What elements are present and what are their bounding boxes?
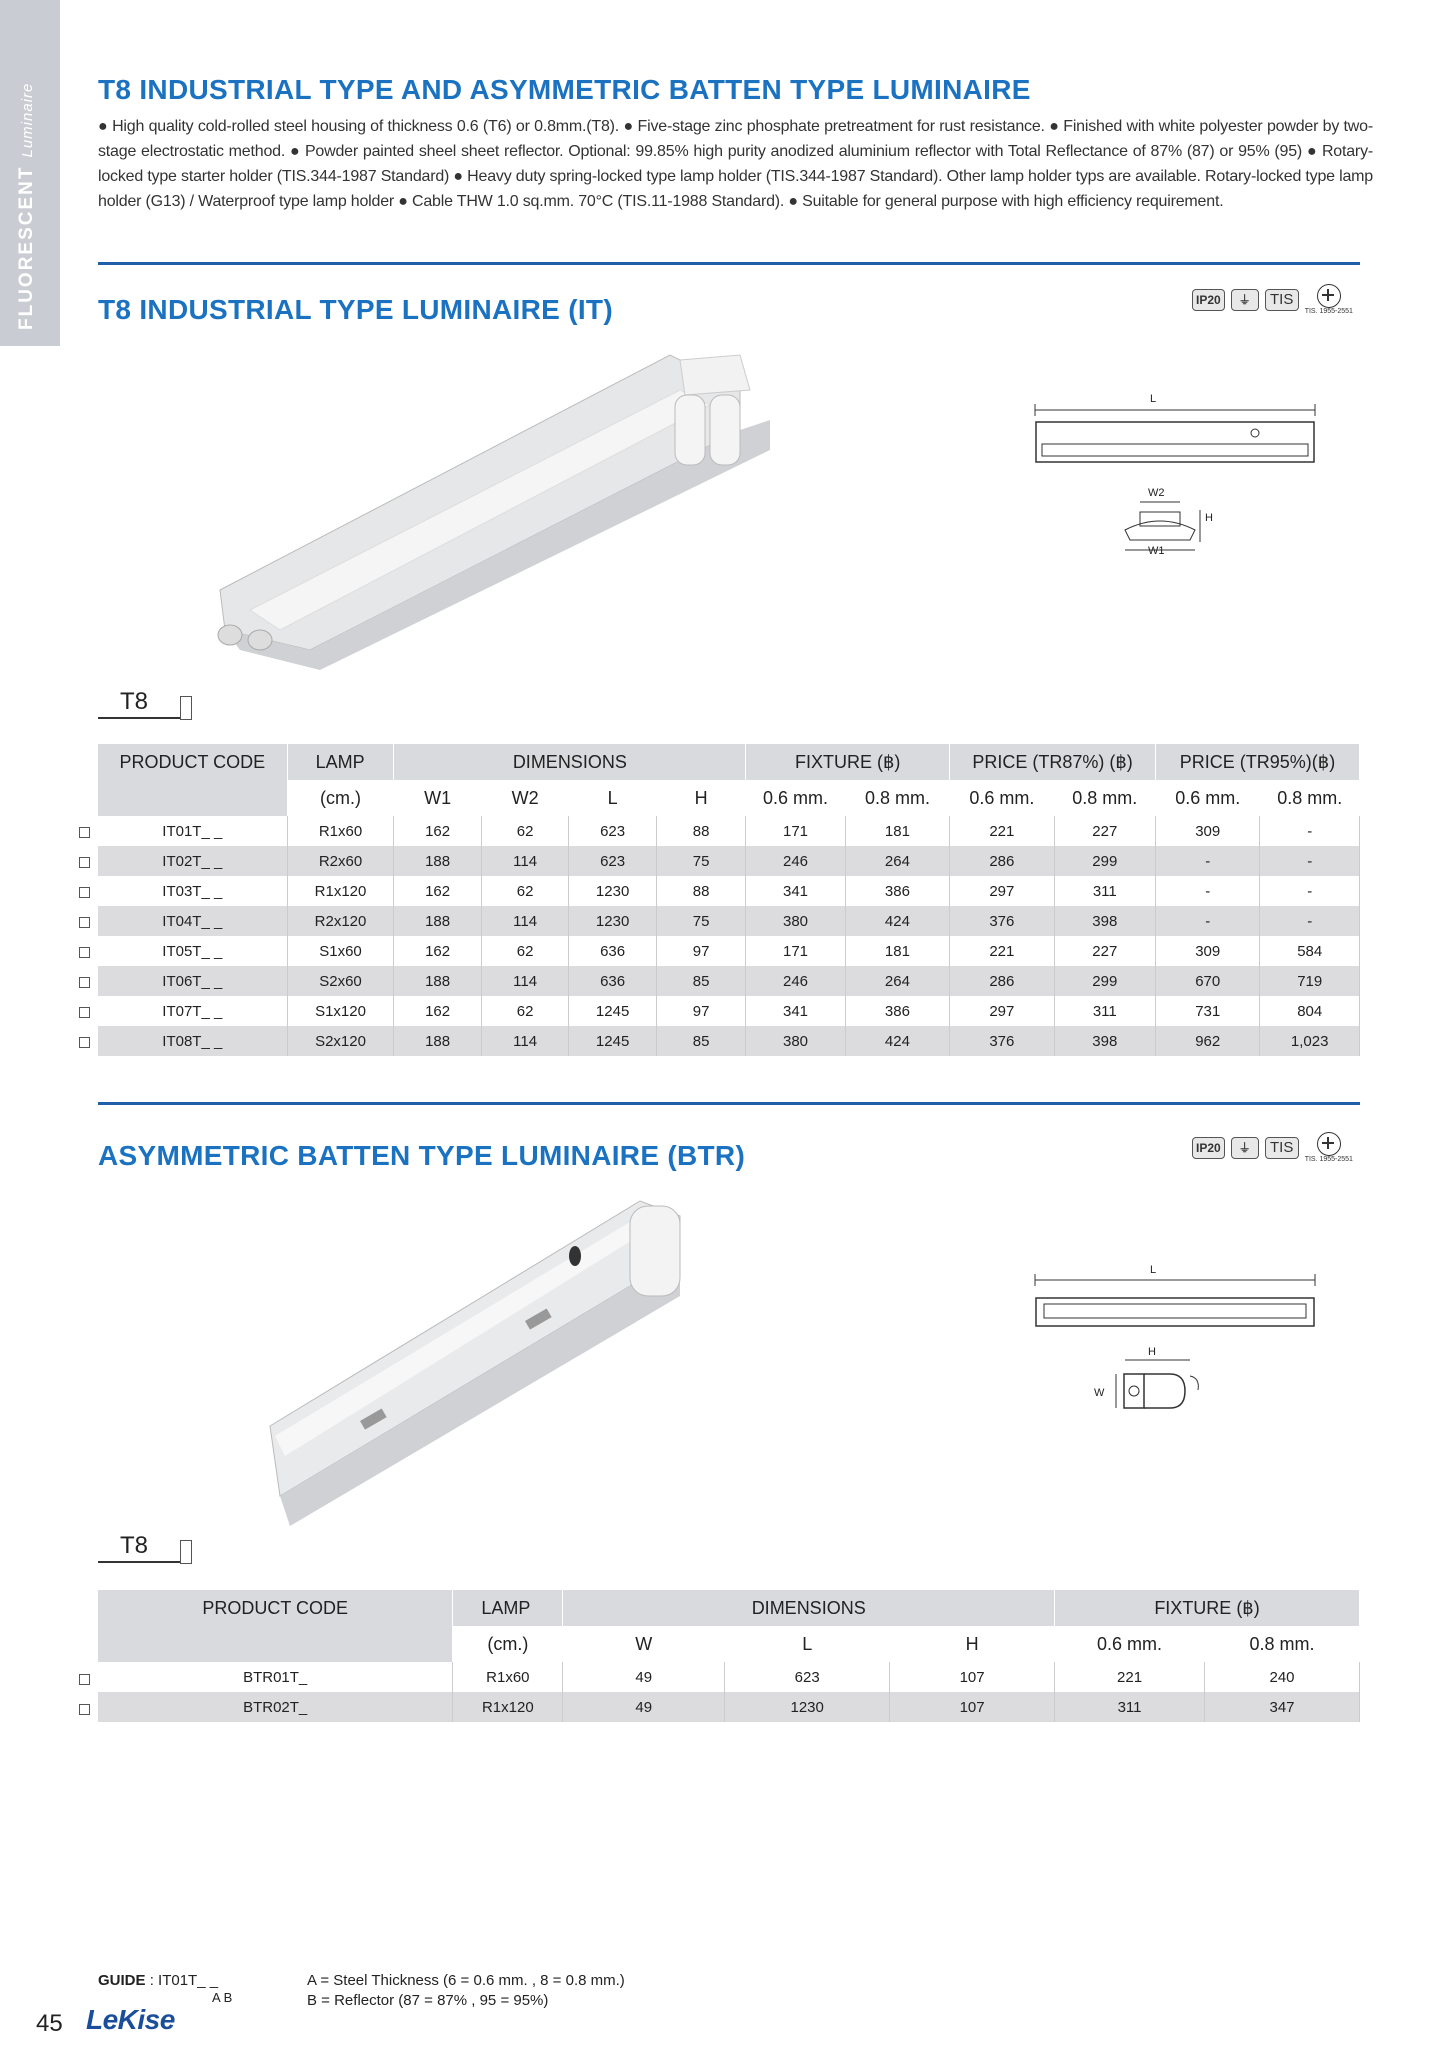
it-table-row xyxy=(98,936,1360,966)
it-cell: 181 xyxy=(845,936,949,966)
it-cell: 380 xyxy=(746,1026,845,1056)
it-cell: 636 xyxy=(569,936,657,966)
btr-table-row xyxy=(98,1662,1360,1692)
it-cell: IT08T_ _ xyxy=(98,1026,287,1056)
btr-header-h: H xyxy=(890,1626,1055,1662)
btr-cell: 1230 xyxy=(725,1692,890,1722)
it-cell: IT03T_ _ xyxy=(98,876,287,906)
btr-product-image xyxy=(260,1196,700,1536)
it-header-l: L xyxy=(569,780,657,816)
it-header-lamp-unit: (cm.) xyxy=(287,780,394,816)
it-cell: 264 xyxy=(845,846,949,876)
btr-cell: 107 xyxy=(890,1662,1055,1692)
btr-cell: 49 xyxy=(563,1662,725,1692)
btr-cell: 311 xyxy=(1055,1692,1205,1722)
it-cell: 311 xyxy=(1054,996,1155,1026)
it-row-checkbox[interactable] xyxy=(79,917,90,928)
it-cell: IT04T_ _ xyxy=(98,906,287,936)
it-lamp-icon xyxy=(180,696,192,720)
it-cell: 88 xyxy=(656,876,745,906)
it-table-row xyxy=(98,846,1360,876)
it-cell: 75 xyxy=(656,846,745,876)
btr-cell: 240 xyxy=(1205,1662,1360,1692)
it-cell: 162 xyxy=(394,816,481,846)
it-cell: 62 xyxy=(481,876,568,906)
ground-icon: ⏚ xyxy=(1231,289,1259,311)
section-divider-it xyxy=(98,262,1360,265)
it-cell: 246 xyxy=(746,846,845,876)
it-row-checkbox[interactable] xyxy=(79,1037,90,1048)
btr-lamp-line xyxy=(98,1561,180,1563)
it-table-row xyxy=(98,966,1360,996)
it-cell: 670 xyxy=(1156,966,1260,996)
it-cell: - xyxy=(1260,816,1360,846)
it-cell: 162 xyxy=(394,876,481,906)
it-cell: 286 xyxy=(950,966,1054,996)
it-product-image xyxy=(180,350,800,670)
it-dimension-drawing xyxy=(1030,392,1320,572)
it-cell: 1230 xyxy=(569,906,657,936)
it-cell: 162 xyxy=(394,996,481,1026)
it-dim-l: L xyxy=(1150,393,1157,405)
it-cell: S2x120 xyxy=(287,1026,394,1056)
it-cell: R1x60 xyxy=(287,816,394,846)
btr-cell: BTR02T_ xyxy=(98,1692,453,1722)
it-header-blank xyxy=(98,780,287,816)
it-cell: 162 xyxy=(394,936,481,966)
it-cell: - xyxy=(1260,846,1360,876)
it-cell: 97 xyxy=(656,996,745,1026)
it-cell: 88 xyxy=(656,816,745,846)
it-cell: S1x60 xyxy=(287,936,394,966)
it-header-fixture-08: 0.8 mm. xyxy=(845,780,949,816)
it-cell: 286 xyxy=(950,846,1054,876)
btr-row-checkbox[interactable] xyxy=(79,1704,90,1715)
it-cell: 731 xyxy=(1156,996,1260,1026)
it-cell: 1230 xyxy=(569,876,657,906)
btr-header-lamp: LAMP xyxy=(453,1590,563,1626)
brand-logo: LeKise xyxy=(86,2004,175,2035)
tis-mark-icon xyxy=(1305,284,1353,315)
it-cell: 114 xyxy=(481,906,568,936)
it-cell: 114 xyxy=(481,966,568,996)
it-cell: 114 xyxy=(481,1026,568,1056)
it-cell: 62 xyxy=(481,996,568,1026)
it-cell: 398 xyxy=(1054,1026,1155,1056)
it-cell: IT05T_ _ xyxy=(98,936,287,966)
page-title: T8 INDUSTRIAL TYPE AND ASYMMETRIC BATTEN TYPE LUMINAIRE xyxy=(98,74,1031,105)
it-cell: 114 xyxy=(481,846,568,876)
btr-dim-l: L xyxy=(1150,1264,1157,1276)
it-lamp-label: T8 xyxy=(120,688,149,715)
it-dim-h: H xyxy=(1205,512,1213,524)
it-lamp-line xyxy=(98,717,180,719)
page-number: 45 xyxy=(36,2010,63,2037)
it-header-price87: PRICE (TR87%) (฿) xyxy=(950,744,1156,780)
it-cell: 188 xyxy=(394,906,481,936)
it-cell: 311 xyxy=(1054,876,1155,906)
ip20-badge: IP20 xyxy=(1192,289,1225,311)
btr-header-l: L xyxy=(725,1626,890,1662)
it-cell: 398 xyxy=(1054,906,1155,936)
btr-certification-badges xyxy=(1192,1132,1353,1163)
btr-dim-h: H xyxy=(1148,1346,1156,1358)
it-header-price87-06: 0.6 mm. xyxy=(950,780,1054,816)
btr-lamp-label: T8 xyxy=(120,1532,149,1559)
btr-header-fixture: FIXTURE (฿) xyxy=(1055,1590,1360,1626)
btr-cell: R1x60 xyxy=(453,1662,563,1692)
it-header-fixture: FIXTURE (฿) xyxy=(746,744,950,780)
guide-line-b: B = Reflector (87 = 87% , 95 = 95%) xyxy=(307,1992,549,2009)
guide-label: GUIDE xyxy=(98,1972,146,1989)
it-cell: 299 xyxy=(1054,846,1155,876)
it-row-checkbox[interactable] xyxy=(79,857,90,868)
it-product-table xyxy=(98,744,1360,1056)
it-cell: 62 xyxy=(481,936,568,966)
it-certification-badges xyxy=(1192,284,1353,315)
it-header-w1: W1 xyxy=(394,780,481,816)
it-cell: 424 xyxy=(845,906,949,936)
it-cell: 1245 xyxy=(569,996,657,1026)
it-row-checkbox[interactable] xyxy=(79,1007,90,1018)
it-cell: 636 xyxy=(569,966,657,996)
it-cell: - xyxy=(1260,906,1360,936)
it-cell: 424 xyxy=(845,1026,949,1056)
it-cell: 297 xyxy=(950,876,1054,906)
it-row-checkbox[interactable] xyxy=(79,827,90,838)
it-cell: 309 xyxy=(1156,936,1260,966)
ground-icon: ⏚ xyxy=(1231,1137,1259,1159)
btr-header-fixture-08: 0.8 mm. xyxy=(1205,1626,1360,1662)
btr-header-dimensions: DIMENSIONS xyxy=(563,1590,1055,1626)
tis-standard: TIS. 1955-2551 xyxy=(1304,1156,1353,1163)
it-header-product-code: PRODUCT CODE xyxy=(98,744,287,780)
it-row-checkbox[interactable] xyxy=(79,977,90,988)
it-header-fixture-06: 0.6 mm. xyxy=(746,780,845,816)
btr-table-row xyxy=(98,1692,1360,1722)
btr-cell: 347 xyxy=(1205,1692,1360,1722)
it-cell: 188 xyxy=(394,846,481,876)
it-table-row xyxy=(98,816,1360,846)
btr-header-blank xyxy=(98,1626,453,1662)
it-dim-w1: W1 xyxy=(1148,545,1165,557)
it-header-h: H xyxy=(656,780,745,816)
it-cell: IT02T_ _ xyxy=(98,846,287,876)
it-cell: 299 xyxy=(1054,966,1155,996)
it-dim-w2: W2 xyxy=(1148,487,1165,499)
btr-header-fixture-06: 0.6 mm. xyxy=(1055,1626,1205,1662)
it-cell: 623 xyxy=(569,846,657,876)
it-row-checkbox[interactable] xyxy=(79,887,90,898)
it-cell: 719 xyxy=(1260,966,1360,996)
description: ● High quality cold-rolled steel housing of thickness 0.6 (T6) or 0.8mm.(T8). ● Five-stage zinc phosphate pretreatment for rust resistance. ● Finished with white polyester powder by two-stage electrostatic method. ● Powder painted sheel sheet reflector. Optional: 99.85% high purity anodized aluminium reflector with Total Reflectance of 87% (87) or 95% (95) ● Rotary-locked type starter holder (TIS.344-1987 Standard) ● Heavy duty spring-locked type lamp holder (TIS.344-1987 Standard). Other lamp holder typs are available. Rotary-locked type lamp holder (G13) / Waterproof type lamp holder ● Cable THW 1.0 sq.mm. 70°C (TIS.11-1988 Standard). ● Suitable for general purpose with high efficiency requirement. xyxy=(98,118,1373,210)
it-header-price95-06: 0.6 mm. xyxy=(1156,780,1260,816)
it-cell: 227 xyxy=(1054,816,1155,846)
it-cell: 341 xyxy=(746,876,845,906)
section-divider-btr xyxy=(98,1102,1360,1105)
it-cell: 85 xyxy=(656,966,745,996)
btr-lamp-icon xyxy=(180,1540,192,1564)
it-cell: 341 xyxy=(746,996,845,1026)
it-cell: 188 xyxy=(394,1026,481,1056)
it-cell: 804 xyxy=(1260,996,1360,1026)
side-tab-text xyxy=(16,83,38,330)
it-cell: IT07T_ _ xyxy=(98,996,287,1026)
it-cell: - xyxy=(1260,876,1360,906)
btr-cell: 221 xyxy=(1055,1662,1205,1692)
it-cell: 623 xyxy=(569,816,657,846)
tis-badge: TIS xyxy=(1265,1137,1299,1159)
btr-dimension-drawing xyxy=(1030,1268,1320,1438)
guide-line-a: A = Steel Thickness (6 = 0.6 mm. , 8 = 0.8 mm.) xyxy=(307,1972,625,1989)
it-cell: 386 xyxy=(845,876,949,906)
btr-section-title: ASYMMETRIC BATTEN TYPE LUMINAIRE (BTR) xyxy=(98,1140,746,1171)
it-cell: 380 xyxy=(746,906,845,936)
btr-cell: 49 xyxy=(563,1692,725,1722)
it-header-lamp: LAMP xyxy=(287,744,394,780)
it-cell: 386 xyxy=(845,996,949,1026)
it-table-row xyxy=(98,1026,1360,1056)
it-cell: R1x120 xyxy=(287,876,394,906)
it-cell: 264 xyxy=(845,966,949,996)
it-cell: 97 xyxy=(656,936,745,966)
it-section-title: T8 INDUSTRIAL TYPE LUMINAIRE (IT) xyxy=(98,294,613,325)
it-cell: 227 xyxy=(1054,936,1155,966)
it-cell: - xyxy=(1156,876,1260,906)
it-cell: 376 xyxy=(950,906,1054,936)
it-table-row xyxy=(98,996,1360,1026)
it-cell: 181 xyxy=(845,816,949,846)
it-cell: 309 xyxy=(1156,816,1260,846)
tis-standard: TIS. 1955-2551 xyxy=(1304,308,1353,315)
side-tab-sub: Luminaire xyxy=(19,82,36,158)
it-cell: R2x60 xyxy=(287,846,394,876)
guide-code: : IT01T_ _ xyxy=(149,1972,219,1989)
it-header-price95-08: 0.8 mm. xyxy=(1260,780,1360,816)
it-cell: 376 xyxy=(950,1026,1054,1056)
it-table-row xyxy=(98,876,1360,906)
it-cell: 171 xyxy=(746,936,845,966)
it-cell: 221 xyxy=(950,936,1054,966)
it-cell: IT01T_ _ xyxy=(98,816,287,846)
it-cell: 1245 xyxy=(569,1026,657,1056)
it-cell: - xyxy=(1156,906,1260,936)
it-cell: 62 xyxy=(481,816,568,846)
btr-header-product-code: PRODUCT CODE xyxy=(98,1590,453,1626)
it-table-row xyxy=(98,906,1360,936)
it-cell: - xyxy=(1156,846,1260,876)
it-cell: IT06T_ _ xyxy=(98,966,287,996)
it-cell: 85 xyxy=(656,1026,745,1056)
it-cell: 297 xyxy=(950,996,1054,1026)
guide-ab: A B xyxy=(212,1990,233,2005)
it-cell: 75 xyxy=(656,906,745,936)
it-cell: 188 xyxy=(394,966,481,996)
btr-dim-w: W xyxy=(1094,1387,1105,1399)
it-cell: S2x60 xyxy=(287,966,394,996)
it-cell: 171 xyxy=(746,816,845,846)
btr-product-table xyxy=(98,1590,1360,1722)
btr-header-w: W xyxy=(563,1626,725,1662)
guide xyxy=(98,1972,218,1989)
it-header-dimensions: DIMENSIONS xyxy=(394,744,746,780)
it-cell: 1,023 xyxy=(1260,1026,1360,1056)
tis-badge: TIS xyxy=(1265,289,1299,311)
it-cell: R2x120 xyxy=(287,906,394,936)
ip20-badge: IP20 xyxy=(1192,1137,1225,1159)
it-cell: 221 xyxy=(950,816,1054,846)
btr-cell: R1x120 xyxy=(453,1692,563,1722)
it-header-price95: PRICE (TR95%)(฿) xyxy=(1156,744,1360,780)
it-cell: S1x120 xyxy=(287,996,394,1026)
it-cell: 584 xyxy=(1260,936,1360,966)
btr-cell: 107 xyxy=(890,1692,1055,1722)
it-cell: 962 xyxy=(1156,1026,1260,1056)
it-row-checkbox[interactable] xyxy=(79,947,90,958)
side-tab-main: FLUORESCENT xyxy=(16,165,37,330)
it-cell: 246 xyxy=(746,966,845,996)
btr-cell: 623 xyxy=(725,1662,890,1692)
it-header-w2: W2 xyxy=(481,780,568,816)
btr-row-checkbox[interactable] xyxy=(79,1674,90,1685)
btr-cell: BTR01T_ xyxy=(98,1662,453,1692)
it-header-price87-08: 0.8 mm. xyxy=(1054,780,1155,816)
btr-header-lamp-unit: (cm.) xyxy=(453,1626,563,1662)
side-tab xyxy=(0,0,60,346)
tis-mark-icon xyxy=(1305,1132,1353,1163)
